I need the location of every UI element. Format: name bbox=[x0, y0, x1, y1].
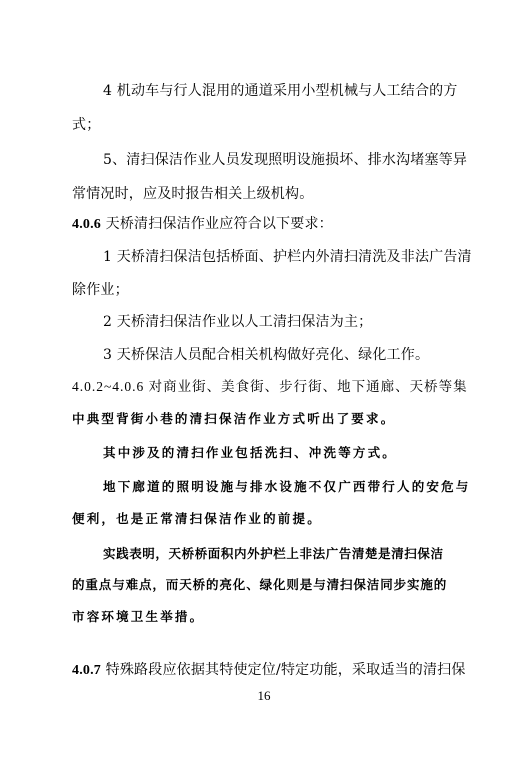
clause-4-0-6-number: 4.0.6 bbox=[72, 217, 101, 232]
item-4-line-2: 式； bbox=[72, 117, 101, 133]
clause-4-0-6-item-1-line-2: 除作业； bbox=[72, 282, 129, 298]
commentary-para-1-line-1-text: 4.0.2~4.0.6 对商业街、美食街、步行街、地下通廊、天桥等集 bbox=[72, 379, 468, 394]
item-5-line-1: 5、清扫保洁作业人员发现照明设施损坏、排水沟堵塞等异 bbox=[103, 152, 468, 168]
commentary-para-3-line-2: 便利，也是正常清扫保洁作业的前提。 bbox=[72, 511, 322, 526]
clause-4-0-6-text: 天桥清扫保洁作业应符合以下要求： bbox=[105, 216, 333, 232]
commentary-para-1-line-1 bbox=[0, 378, 528, 396]
commentary-para-4-line-1: 实践表明，天桥桥面积内外护栏上非法广告清楚是清扫保洁 bbox=[103, 546, 444, 561]
commentary-para-1-line-2: 中典型背街小巷的清扫保洁作业方式听出了要求。 bbox=[72, 411, 396, 426]
item-4-line-1: 4 机动车与行人混用的通道采用小型机械与人工结合的方 bbox=[103, 83, 458, 99]
clause-4-0-6-item-2: 2 天桥清扫保洁作业以人工清扫保洁为主； bbox=[103, 314, 373, 330]
clause-4-0-7-text: 特殊路段应依据其特使定位/特定功能，采取适当的清扫保 bbox=[105, 662, 466, 678]
clause-4-0-7 bbox=[0, 661, 528, 680]
clause-4-0-6-item-1-line-1: 1 天桥清扫保洁包括桥面、护栏内外清扫清洗及非法广告清 bbox=[103, 249, 472, 265]
clause-4-0-6 bbox=[0, 215, 528, 234]
commentary-para-3-line-1: 地下廊道的照明设施与排水设施不仅广西带行人的安危与 bbox=[103, 479, 471, 494]
commentary-para-4-line-3: 市容环境卫生举措。 bbox=[72, 609, 205, 624]
commentary-para-4-line-2: 的重点与难点，而天桥的亮化、绿化则是与清扫保洁同步实施的 bbox=[72, 577, 448, 592]
item-5-line-2: 常情况时，应及时报告相关上级机构。 bbox=[72, 186, 314, 202]
page-number: 16 bbox=[257, 688, 271, 703]
commentary-para-2-line-1: 其中涉及的清扫作业包括洗扫、冲洗等方式。 bbox=[103, 445, 398, 460]
clause-4-0-7-number: 4.0.7 bbox=[72, 663, 101, 678]
clause-4-0-6-item-3: 3 天桥保洁人员配合相关机构做好亮化、绿化工作。 bbox=[103, 347, 430, 363]
